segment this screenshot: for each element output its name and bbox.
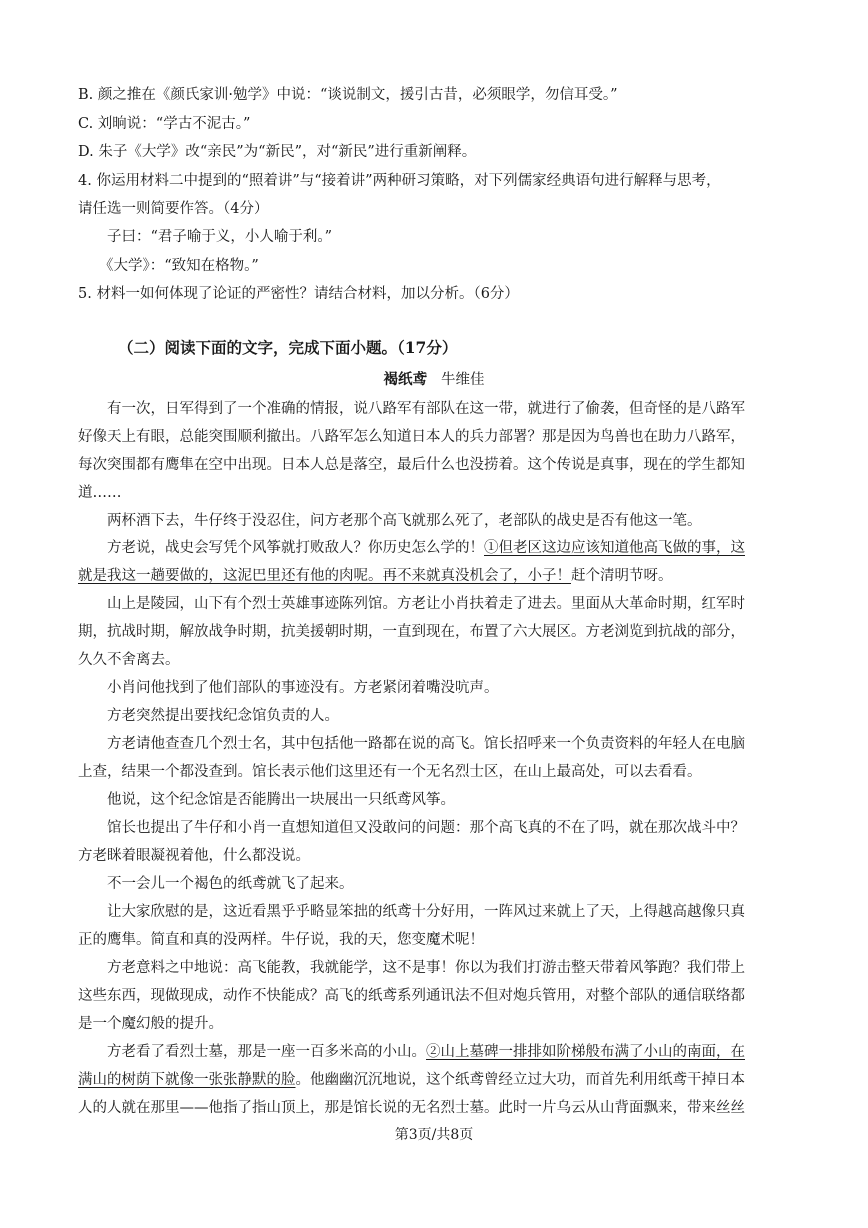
quote-confucius: 子曰：“君子喻于义，小人喻于利。” bbox=[107, 229, 333, 245]
option-c: C. 刘晌说：“学古不泥古。” bbox=[78, 116, 251, 132]
paragraph-line bbox=[78, 1069, 745, 1091]
paragraph-line: 上查，结果一个都没查到。馆长表示他们这里还有一个无名烈士区，在山上最高处，可以去看看。 bbox=[78, 764, 702, 780]
paragraph-line: 期，抗战时期，解放战争时期，抗美援朝时期，一直到现在，布置了六大展区。方老浏览到抗战的部分， bbox=[78, 624, 745, 640]
text-run: 方老说，战史会写凭个风筝就打败敌人？你历史怎么学的！ bbox=[107, 540, 484, 556]
paragraph-line: 正的鹰隼。简直和真的没两样。牛仔说，我的天，您变魔术呢！ bbox=[78, 932, 484, 948]
paragraph-line: 不一会儿一个褐色的纸鸢就飞了起来。 bbox=[107, 876, 354, 892]
paragraph-line: 他说，这个纪念馆是否能腾出一块展出一只纸鸢风筝。 bbox=[107, 792, 455, 808]
paragraph-line bbox=[107, 537, 745, 559]
paragraph-line: 方老突然提出要找纪念馆负责的人。 bbox=[107, 708, 339, 724]
text-run: 方老看了看烈士墓，那是一座一百多米高的小山。 bbox=[107, 1044, 426, 1060]
underlined-sentence-2-cont: 满山的树荫下就像一张张静默的脸 bbox=[78, 1072, 296, 1088]
paragraph-line: 山上是陵园，山下有个烈士英雄事迹陈列馆。方老让小肖扶着走了进去。里面从大革命时期，红军时 bbox=[107, 596, 745, 612]
story-title: 褐纸鸢 bbox=[383, 371, 427, 388]
underlined-sentence-1: ①但老区这边应该知道他高飞做的事，这 bbox=[484, 540, 745, 556]
paragraph-line bbox=[107, 1041, 745, 1063]
paragraph-line: 有一次，日军得到了一个准确的情报，说八路军有部队在这一带，就进行了偷袭，但奇怪的是八路军 bbox=[107, 401, 745, 417]
paragraph-line bbox=[78, 565, 673, 587]
option-d: D. 朱子《大学》改“亲民”为“新民”，对“新民”进行重新阐释。 bbox=[78, 144, 477, 160]
paragraph-line: 是一个魔幻般的提升。 bbox=[78, 1016, 223, 1032]
paragraph-line: 方老意料之中地说：高飞能教，我就能学，这不是事！你以为我们打游击整天带着风筝跑？我们带上 bbox=[107, 960, 745, 976]
paragraph-line: 久久不舍离去。 bbox=[78, 652, 180, 668]
question-4-line-2: 请任选一则简要作答。（4分） bbox=[78, 201, 269, 217]
paragraph-line: 方老眯着眼凝视着他，什么都没说。 bbox=[78, 848, 310, 864]
paragraph-line: 好像天上有眼，总能突围顺利撤出。八路军怎么知道日本人的兵力部署？那是因为鸟兽也在助力八路军， bbox=[78, 429, 745, 445]
section-heading bbox=[118, 337, 457, 359]
question-5: 5. 材料一如何体现了论证的严密性？请结合材料，加以分析。（6分） bbox=[78, 286, 519, 302]
paragraph-line: 两杯酒下去，牛仔终于没忍住，问方老那个高飞就那么死了，老部队的战史是否有他这一笔。 bbox=[107, 513, 702, 529]
paragraph-line: 这些东西，现做现成，动作不快能成？高飞的纸鸢系列通讯法不但对炮兵管用，对整个部队的通信联络都 bbox=[78, 988, 745, 1004]
paragraph-line: 方老请他查查几个烈士名，其中包括他一路都在说的高飞。馆长招呼来一个负责资料的年轻人在电脑 bbox=[107, 736, 745, 752]
text-run: 。他幽幽沉沉地说，这个纸鸢曾经立过大功，而首先利用纸鸢干掉日本 bbox=[295, 1072, 745, 1088]
paragraph-line: 每次突围都有鹰隼在空中出现。日本人总是落空，最后什么也没捞着。这个传说是真事，现在的学生都知 bbox=[78, 457, 745, 473]
paragraph-line: 道…… bbox=[78, 485, 122, 501]
paragraph-line: 馆长也提出了牛仔和小肖一直想知道但又没敢问的问题：那个高飞真的不在了吗，就在那次战斗中？ bbox=[107, 820, 745, 836]
text-run: 赶个清明节呀。 bbox=[571, 568, 673, 584]
paragraph-line: 让大家欣慰的是，这近看黑乎乎略显笨拙的纸鸢十分好用，一阵风过来就上了天，上得越高越像只真 bbox=[107, 904, 745, 920]
story-title-line bbox=[0, 369, 868, 391]
option-b: B. 颜之推在《颜氏家训·勉学》中说：“谈说制文，援引古昔，必须眼学，勿信耳受。” bbox=[78, 87, 618, 103]
quote-daxue: 《大学》：“致知在格物。” bbox=[99, 258, 259, 274]
story-author: 牛维佳 bbox=[441, 372, 485, 388]
page-number: 第3页/共8页 bbox=[394, 1127, 474, 1143]
paragraph-line: 人的人就在那里——他指了指山顶上，那是馆长说的无名烈士墓。此时一片乌云从山背面飘来，带来丝丝 bbox=[78, 1100, 745, 1116]
section-heading-text: （二）阅读下面的文字，完成下面小题。（17分） bbox=[118, 338, 458, 357]
paragraph-line: 小肖问他找到了他们部队的事迹没有。方老紧闭着嘴没吭声。 bbox=[107, 680, 499, 696]
underlined-sentence-1-cont: 就是我这一趟要做的，这泥巴里还有他的肉呢。再不来就真没机会了，小子！ bbox=[78, 568, 571, 584]
underlined-sentence-2: ②山上墓碑一排排如阶梯般布满了小山的南面，在 bbox=[426, 1044, 745, 1060]
question-4-line-1: 4. 你运用材料二中提到的“照着讲”与“接着讲”两种研习策略，对下列儒家经典语句进行解释与思考， bbox=[78, 173, 721, 189]
